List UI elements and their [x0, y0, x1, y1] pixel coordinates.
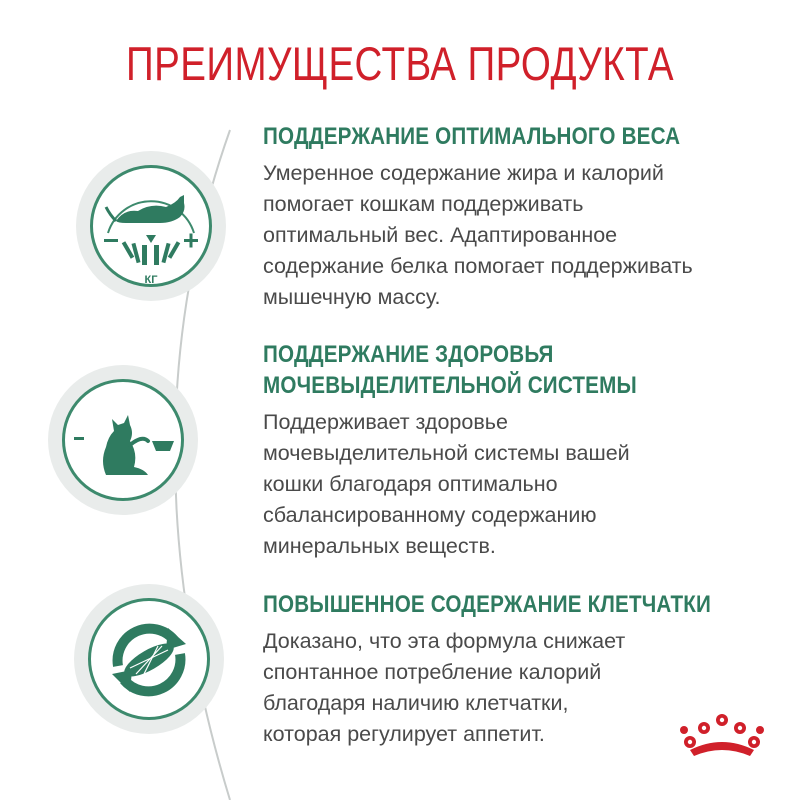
- feature-heading: ПОВЫШЕННОЕ СОДЕРЖАНИЕ КЛЕТЧАТКИ: [263, 591, 712, 618]
- royal-crown-logo: [676, 706, 776, 762]
- feature-heading-line2: МОЧЕВЫДЕЛИТЕЛЬНОЙ СИСТЕМЫ: [263, 372, 637, 399]
- feature-heading: ПОДДЕРЖАНИЕ ОПТИМАЛЬНОГО ВЕСА: [263, 123, 681, 150]
- feature-text: Умеренное содержание жира и калорий помогает кошкам поддерживать оптимальный вес. Адаптированное содержание белка помогает поддерживать мышечную массу.: [263, 161, 693, 309]
- kg-label: КГ: [144, 274, 158, 286]
- feature-urinary: [263, 339, 783, 562]
- fiber-cycle-icon: [74, 584, 224, 734]
- cat-weight-scale-icon: [76, 151, 226, 301]
- feature-text: Поддерживает здоровье мочевыделительной системы вашей кошки благодаря оптимально сбалансированному содержанию минеральных веществ.: [263, 410, 630, 558]
- cat-urinary-health-icon: [48, 365, 198, 515]
- page-title: ПРЕИМУЩЕСТВА ПРОДУКТА: [126, 37, 674, 90]
- feature-text: Доказано, что эта формула снижает спонтанное потребление калорий благодаря наличию клетчатки, которая регулирует аппетит.: [263, 629, 626, 746]
- feature-heading-line1: ПОДДЕРЖАНИЕ ЗДОРОВЬЯ: [263, 341, 554, 368]
- feature-weight: [263, 121, 783, 313]
